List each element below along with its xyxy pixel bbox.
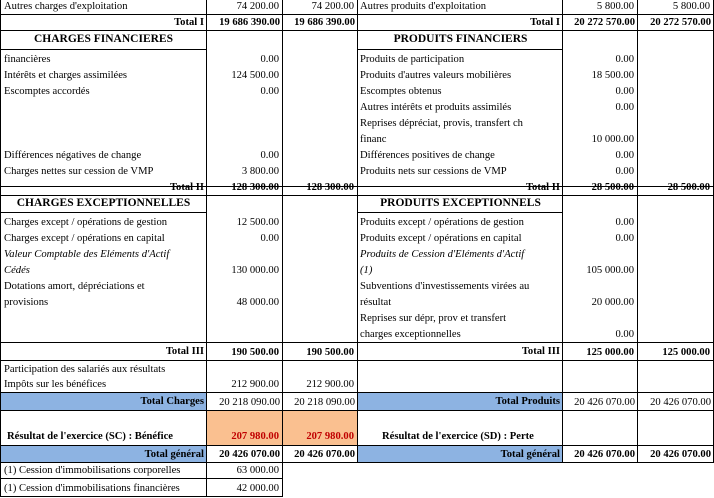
value: 20 218 090.00 <box>294 397 355 408</box>
value: 10 000.00 <box>591 134 634 145</box>
section-title: PRODUITS EXCEPTIONNELS <box>380 197 541 209</box>
produits-exc-values-col[interactable] <box>563 196 638 343</box>
impots-label: Impôts sur les bénéfices <box>4 379 107 390</box>
row-label: Escomptes obtenus <box>360 86 442 97</box>
cell-total-produits-v2[interactable] <box>638 393 714 411</box>
value: 0.00 <box>260 150 279 161</box>
cell-total3-charges-v1[interactable] <box>207 343 283 361</box>
row-label: Différences positives de change <box>360 150 495 161</box>
produits-fin-labels[interactable] <box>358 50 563 187</box>
value: 74 200.00 <box>236 1 279 12</box>
produits-exceptionnels-header <box>358 196 563 213</box>
cell-total2-produits-v1[interactable] <box>563 179 638 196</box>
row-label: Produits nets sur cessions de VMP <box>360 166 507 177</box>
cell-total-general-charges-v2[interactable] <box>283 446 358 463</box>
cell-autres-charges-v1[interactable] <box>207 0 283 15</box>
cell-note-2-value[interactable] <box>207 479 283 497</box>
value: 28 500.00 <box>667 182 710 193</box>
value: 212 900.00 <box>306 379 354 390</box>
row-label: résultat <box>360 297 392 308</box>
value: 0.00 <box>260 233 279 244</box>
charges-exc-empty-col[interactable] <box>283 196 358 343</box>
value: 74 200.00 <box>311 1 354 12</box>
value: 20 000.00 <box>591 297 634 308</box>
label: Total Produits <box>495 396 560 407</box>
value: 0.00 <box>615 102 634 113</box>
label: (1) Cession d'immobilisations financières <box>4 483 180 494</box>
section-title: CHARGES FINANCIERES <box>34 33 173 45</box>
cell-impots-v2[interactable] <box>283 361 358 393</box>
row-label: Charges nettes sur cession de VMP <box>4 166 154 177</box>
row-label: Produits except / opérations de gestion <box>360 217 524 228</box>
row-label: Produits d'autres valeurs mobilières <box>360 70 512 81</box>
value: 0.00 <box>615 54 634 65</box>
row-label: Intérêts et charges assimilées <box>4 70 128 81</box>
label: Total Charges <box>140 396 204 407</box>
cell-empty-produits-label[interactable] <box>358 361 563 393</box>
cell-autres-produits-label[interactable] <box>358 0 563 15</box>
label: Total III <box>165 346 204 357</box>
row-label: provisions <box>4 297 49 308</box>
cell-empty-produits-v2[interactable] <box>638 361 714 393</box>
produits-fin-empty-col[interactable] <box>638 31 714 187</box>
cell-total3-produits-v2[interactable] <box>638 343 714 361</box>
label: Autres charges d'exploitation <box>4 1 128 12</box>
cell-resultat-perte-v1[interactable] <box>563 411 638 446</box>
value: 19 686 390.00 <box>294 17 355 28</box>
cell-total1-produits-v1[interactable] <box>563 15 638 31</box>
row-label: Escomptes accordés <box>4 86 90 97</box>
value: 63 000.00 <box>236 465 279 476</box>
cell-total-charges-v1[interactable] <box>207 393 283 411</box>
row-label: financières <box>4 54 51 65</box>
cell-total1-produits-v2[interactable] <box>638 15 714 31</box>
section-title: PRODUITS FINANCIERS <box>393 33 528 45</box>
cell-total-general-produits-v1[interactable] <box>563 446 638 463</box>
row-label: charges exceptionnelles <box>360 329 461 340</box>
value: 42 000.00 <box>236 483 279 494</box>
row-label: Cédés <box>4 265 30 276</box>
row-label: Charges except / opérations en capital <box>4 233 165 244</box>
row-label: financ <box>360 134 387 145</box>
value: 18 500.00 <box>591 70 634 81</box>
produits-exc-labels[interactable] <box>358 213 563 343</box>
value: 0.00 <box>615 166 634 177</box>
cell-empty-produits-v1[interactable] <box>563 361 638 393</box>
cell-total-charges-v2[interactable] <box>283 393 358 411</box>
cell-total2-charges-v2[interactable] <box>283 179 358 196</box>
row-label: Produits except / opérations en capital <box>360 233 522 244</box>
label: Total I <box>530 17 560 28</box>
cell-total2-charges-v1[interactable] <box>207 179 283 196</box>
value: 0.00 <box>615 233 634 244</box>
cell-resultat-perte-label[interactable] <box>358 411 563 446</box>
cell-resultat-benefice-v2[interactable] <box>283 411 358 446</box>
cell-total-charges-label[interactable] <box>0 393 207 411</box>
cell-note-1-value[interactable] <box>207 463 283 479</box>
cell-total3-charges-v2[interactable] <box>283 343 358 361</box>
cell-total3-produits-label[interactable] <box>358 343 563 361</box>
value: 0.00 <box>260 54 279 65</box>
value: 20 426 070.00 <box>294 449 355 460</box>
label: Total général <box>144 449 204 460</box>
value: 125 000.00 <box>662 347 710 358</box>
produits-fin-values-col[interactable] <box>563 31 638 187</box>
value: 0.00 <box>615 150 634 161</box>
label: Total III <box>521 346 560 357</box>
row-label: Produits de participation <box>360 54 465 65</box>
value: 20 426 070.00 <box>650 449 711 460</box>
label: Total I <box>174 17 204 28</box>
cell-total-produits-label[interactable] <box>358 393 563 411</box>
row-label: Dotations amort, dépréciations et <box>4 281 145 292</box>
charges-exc-labels[interactable] <box>0 213 207 343</box>
cell-resultat-benefice-v1[interactable] <box>207 411 283 446</box>
value: 128 300.00 <box>306 182 354 193</box>
value: 190 500.00 <box>306 347 354 358</box>
label: Total général <box>500 449 560 460</box>
value: 20 272 570.00 <box>574 17 635 28</box>
value: 28 500.00 <box>591 182 634 193</box>
charges-fin-values-col[interactable] <box>207 31 283 187</box>
charges-financieres-header <box>0 31 207 50</box>
row-label: Charges except / opérations de gestion <box>4 217 168 228</box>
label: (1) Cession d'immobilisations corporelles <box>4 465 181 476</box>
label: Total II <box>525 182 560 193</box>
value: 190 500.00 <box>231 347 279 358</box>
cell-participation-impots-labels[interactable] <box>0 361 207 393</box>
row-label: Autres intérêts et produits assimilés <box>360 102 512 113</box>
value: 20 218 090.00 <box>219 397 280 408</box>
participation-label: Participation des salariés aux résultats <box>4 364 166 375</box>
section-title: CHARGES EXCEPTIONNELLES <box>16 197 191 209</box>
value: 5 800.00 <box>596 1 634 12</box>
cell-impots-v1[interactable] <box>207 361 283 393</box>
cell-note-2-label[interactable] <box>0 479 207 497</box>
value: 0.00 <box>615 329 634 340</box>
value: 130 000.00 <box>231 265 279 276</box>
value: 105 000.00 <box>586 265 634 276</box>
row-label: Reprises dépréciat, provis, transfert ch <box>360 118 523 129</box>
cell-total1-charges-v2[interactable] <box>283 15 358 31</box>
cell-total2-charges-label[interactable] <box>0 179 207 196</box>
value: 20 426 070.00 <box>219 449 280 460</box>
value: 48 000.00 <box>236 297 279 308</box>
value: 0.00 <box>615 86 634 97</box>
charges-exc-values-col[interactable] <box>207 196 283 343</box>
charges-exceptionnelles-header <box>0 196 207 213</box>
cell-total-general-produits-v2[interactable] <box>638 446 714 463</box>
value: 20 426 070.00 <box>574 397 635 408</box>
value: 0.00 <box>260 86 279 97</box>
cell-autres-charges-v2[interactable] <box>283 0 358 15</box>
cell-total-general-produits-label[interactable] <box>358 446 563 463</box>
row-label: Produits de Cession d'Eléments d'Actif <box>360 249 525 260</box>
value: 5 800.00 <box>672 1 710 12</box>
value: 12 500.00 <box>236 217 279 228</box>
cell-autres-charges-label[interactable] <box>0 0 207 15</box>
cell-total1-charges-label[interactable] <box>0 15 207 31</box>
charges-fin-labels[interactable] <box>0 50 207 187</box>
label: Autres produits d'exploitation <box>360 1 487 12</box>
cell-total-general-charges-label[interactable] <box>0 446 207 463</box>
row-label: Subventions d'investissements virées au <box>360 281 530 292</box>
cell-total2-produits-label[interactable] <box>358 179 563 196</box>
value: 124 500.00 <box>231 70 279 81</box>
value: 20 426 070.00 <box>650 397 711 408</box>
row-label: (1) <box>360 265 373 276</box>
label: Résultat de l'exercice (SC) : Bénéfice <box>7 431 174 442</box>
value: 207 980.00 <box>231 431 279 442</box>
cell-total1-produits-label[interactable] <box>358 15 563 31</box>
cell-autres-produits-v2[interactable] <box>638 0 714 15</box>
cell-resultat-perte-v2[interactable] <box>638 411 714 446</box>
value: 19 686 390.00 <box>219 17 280 28</box>
value: 20 272 570.00 <box>650 17 711 28</box>
value: 20 426 070.00 <box>574 449 635 460</box>
cell-total1-charges-v1[interactable] <box>207 15 283 31</box>
cell-note-1-label[interactable] <box>0 463 207 479</box>
value: 128 300.00 <box>231 182 279 193</box>
cell-total-general-charges-v1[interactable] <box>207 446 283 463</box>
label: Résultat de l'exercice (SD) : Perte <box>382 431 534 442</box>
produits-exc-empty-col[interactable] <box>638 196 714 343</box>
value: 212 900.00 <box>231 379 279 390</box>
cell-total-produits-v1[interactable] <box>563 393 638 411</box>
produits-financiers-header <box>358 31 563 50</box>
label: Total II <box>169 182 204 193</box>
value: 207 980.00 <box>306 431 354 442</box>
charges-fin-empty-col[interactable] <box>283 31 358 187</box>
value: 0.00 <box>615 217 634 228</box>
cell-autres-produits-v1[interactable] <box>563 0 638 15</box>
row-label: Valeur Comptable des Eléments d'Actif <box>4 249 170 260</box>
row-label: Reprises sur dépr, prov et transfert <box>360 313 507 324</box>
left-border <box>0 0 1 497</box>
cell-total3-charges-label[interactable] <box>0 343 207 361</box>
row-label: Différences négatives de change <box>4 150 142 161</box>
value: 3 800.00 <box>241 166 279 177</box>
cell-resultat-benefice-label[interactable] <box>0 411 207 446</box>
cell-total2-produits-v2[interactable] <box>638 179 714 196</box>
value: 125 000.00 <box>586 347 634 358</box>
cell-total3-produits-v1[interactable] <box>563 343 638 361</box>
